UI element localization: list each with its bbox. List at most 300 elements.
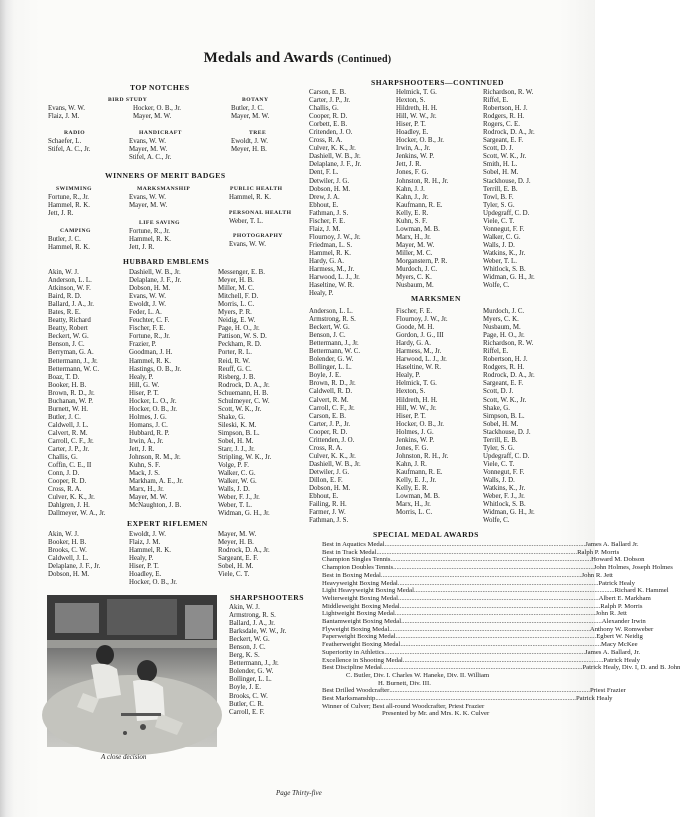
name-entry: Healy, P. [129,555,154,563]
name-entry: Mayer, M. W. [129,494,168,502]
name-entry: Detwiler, J. G. [309,177,350,185]
name-entry: Evans, W. W. [129,293,166,301]
special-awards-header: SPECIAL MEDAL AWARDS [373,530,479,539]
name-entry: Culver, K. K., Jr. [48,494,95,502]
name-entry: Kuhn, S. F. [396,217,428,225]
name-entry: Stifel, A. C., Jr. [129,154,172,162]
name-entry: Evans, W. W. [129,194,166,201]
leader-dots: ........................................................................................................................ [402,656,604,664]
name-entry: Fischer, F. E. [309,217,346,225]
name-entry: Fortune, R., Jr. [48,194,89,201]
name-entry: Butler, J. C. [48,413,81,421]
name-entry: Schaefer, L. [48,138,82,145]
name-entry: Hiser, P. T. [129,563,159,571]
name-entry: Schulmeyer, C. W. [218,397,270,405]
name-entry: Bolender, G. W. [309,356,354,364]
name-entry: Dobson, H. M. [309,485,351,493]
name-entry: Mack, J. S. [129,470,160,478]
hubbard-names-col2 [129,269,183,510]
award-line [322,641,638,649]
name-entry: Benson, J. C. [309,332,346,340]
name-entry: Page, H. O., Jr. [483,332,525,340]
name-entry: Hill, W. W., Jr. [396,404,437,412]
leader-dots: ........................................................................................................................ [401,618,602,626]
name-entry: Rodrock, D. A., Jr. [483,129,535,137]
name-entry: Sobel, H. M. [218,563,254,571]
name-entry: Weber, T. L. [229,218,263,225]
photo-illustration [47,595,217,747]
award-winner: Patrick Healy [598,579,635,587]
name-entry: Mayer, M. W. [133,113,172,121]
name-entry: Kahn, J. R. [396,460,427,468]
name-entry: Goode, M. H. [396,324,435,332]
name-entry: Boyle, J. E. [309,372,341,380]
name-entry: Sobel, H. M. [483,169,519,177]
name-entry: Healy, P. [309,290,334,298]
award-line [322,618,646,626]
name-entry: Caldwell, R. D. [309,388,353,396]
name-entry: Miller, M. C. [396,249,433,257]
handicraft-label: HANDICRAFT [139,130,182,136]
name-entry: Conn, J. D. [48,470,80,478]
name-entry: Sargeant, E. F. [483,137,524,145]
name-entry: Dent, F. L. [309,169,339,177]
name-entry: Frazier, P. [129,341,157,349]
name-entry: Baird, R. D. [48,293,82,301]
name-entry: Weber, F. J., Jr. [483,493,525,501]
name-entry: Fathman, J. S. [309,517,349,525]
name-entry: Terrill, E. B. [483,185,518,193]
personal-health-label: PERSONAL HEALTH [229,210,292,216]
name-entry: Rodrock, D. A., Jr. [483,372,535,380]
name-entry: Pattison, W. S. D. [218,333,267,341]
name-entry: Kelly, E. R. [396,485,429,493]
name-entry: Carter, J. P., Jr. [309,420,351,428]
award-title: Champion Singles Tennis [322,556,391,564]
name-entry: Shake, G. [483,404,510,412]
name-entry: Bolender, G. W. [229,668,274,676]
name-entry: Ballard, J. A., Jr. [229,620,275,628]
name-entry: Brooks, C. W. [48,547,87,555]
award-title: Flyweight Boxing Medal [322,625,390,633]
photo-caption: A close decision [101,753,147,761]
name-entry: Scott, W. K., Jr. [218,405,262,413]
sharpshooters-names-col2 [396,89,448,290]
name-entry: Delaplane, J. F., Jr. [48,563,101,571]
name-entry: Rodgers, R. H. [483,113,525,121]
name-entry: Booker, H. B. [48,539,87,547]
name-entry: Atkinson, W. F. [48,285,91,293]
name-entry: Myers, C. K. [396,274,432,282]
name-entry: Mayer, M. W. [129,146,168,154]
name-entry: Dobson, H. M. [309,185,351,193]
name-entry: Stackhouse, D. J. [483,177,531,185]
name-entry: Kelly, E. J., Jr. [396,476,437,484]
award-winner: Anthony W. Romweber [589,625,654,633]
name-entry: Akin, W. J. [48,269,79,276]
name-entry: Nusbaum, M. [483,324,521,332]
name-entry: Hardy, G. A. [309,257,344,265]
name-entry: Akin, W. J. [48,531,79,538]
name-entry: Miller, M. C. [218,285,255,293]
life-saving-names [129,228,171,252]
name-entry: Bettermann, J., Jr. [229,660,279,668]
name-entry: Feuchter, C. F. [129,317,170,325]
leader-dots: ........................................................................................................................ [389,625,590,633]
name-entry: Widman, G. H., Jr. [218,510,270,518]
name-entry: Mayer, M. W. [231,113,270,121]
special-awards-list [322,541,680,718]
name-entry: Evans, W. W. [129,138,166,145]
name-entry: Meyer, H. B. [218,539,254,547]
name-entry: Hammel, R. K. [129,357,171,365]
name-entry: Terrill, E. B. [483,436,518,444]
name-entry: Burnett, W. H. [48,405,89,413]
name-entry: Butler, J. C. [48,236,81,243]
name-entry: Jett, J. R. [129,244,155,252]
name-entry: Weber, F. J., Jr. [218,494,260,502]
name-entry: Weber, T. L. [483,257,517,265]
name-entry: Hocker, O. B., Jr. [396,420,444,428]
name-entry: Ewoldt, J. W. [231,138,268,145]
award-text-line: C. Butler, Div. I. Charles W. Haneke, Div. II. William [346,671,490,679]
name-entry: Fischer, F. E. [129,325,166,333]
award-winner: Macy McKee [601,641,638,649]
name-entry: Johnston, R. H., Jr. [396,177,449,185]
page-title-text: Medals and Awards [203,50,334,66]
expert-riflemen-header: EXPERT RIFLEMEN [127,519,208,528]
name-entry: Caldwell, J. L. [48,421,89,429]
name-entry: Hammel, R. K. [129,547,171,555]
name-entry: Jones, F. G. [396,169,429,177]
personal-health-names [229,218,263,226]
name-entry: Vonnegut, F. F. [483,468,525,476]
award-winner: Patrick Healy [603,656,641,664]
name-entry: Mayer, M. W. [396,241,435,249]
award-winner: John R. Jett [595,610,627,618]
name-entry: Fortune, R., Jr. [129,228,170,235]
name-entry: Hiser, P. T. [396,412,426,420]
name-entry: Berg, K. S. [229,652,260,660]
name-entry: Flaiz, J. M. [309,225,341,233]
leader-dots: ........................................................................................................................ [393,564,594,572]
name-entry: Detwiler, J. G. [309,468,350,476]
name-entry: Volge, P. F. [218,462,249,470]
expert-names-col1 [48,531,100,579]
camping-names [48,236,90,252]
name-entry: Marx, H., Jr. [396,233,431,241]
award-line [322,656,641,665]
name-entry: Anderson, L. L. [48,277,92,285]
name-entry: Jett, J. R. [396,161,422,169]
name-entry: Beatty, Robert [48,325,88,333]
life-saving-label: LIFE SAVING [139,220,180,226]
award-title: Lightweight Boxing Medal [322,610,395,618]
name-entry: Harmess, M., Jr. [309,266,355,274]
name-entry: Beckert, W. G. [48,333,89,341]
name-entry: Scott, D. J. [483,388,514,396]
name-entry: Simpson, B. L. [218,429,260,437]
name-entry: Hammel, R. K. [309,249,351,257]
name-entry: Jenkins, W. P. [396,153,435,161]
name-entry: Walls, J. D. [218,486,250,494]
name-entry: Calvert, R. M. [309,396,349,404]
leader-dots: ........................................................................................................................ [376,548,578,556]
name-entry: Buchanan, W. P. [48,397,93,405]
name-entry: Jett, J. R. [48,210,74,218]
name-entry: Updegraff, C. D. [483,452,530,460]
name-entry: Mayer, M. W. [218,531,257,538]
page-title [0,50,595,67]
award-winner: John R. Jett [581,571,613,579]
sharpshooters-continued-header: SHARPSHOOTERS—CONTINUED [371,78,505,87]
name-entry: Beckert, W. G. [309,324,350,332]
name-entry: Lowman, M. B. [396,493,440,501]
name-entry: Benson, J. C. [48,341,85,349]
award-title: Excellence in Shooting Medal [322,656,403,664]
merit-badges-header: WINNERS OF MERIT BADGES [105,171,226,180]
name-entry: Bates, R. E. [48,309,81,317]
award-winner: Ralph P. Morris [600,602,643,610]
leader-dots: ........................................................................................................................ [400,641,602,649]
sharpshooters-names-col1 [309,89,361,298]
name-entry: Peckham, R. D. [218,341,262,349]
name-entry: Carson, E. B. [309,89,346,96]
name-entry: Robertson, H. J. [483,356,528,364]
name-entry: Jones, F. G. [396,444,429,452]
name-entry: Homans, J. C. [129,421,168,429]
name-entry: Haseltine, W. R. [396,364,441,372]
name-entry: Marx, H., Jr. [396,501,431,509]
name-entry: Kaufmann, R. E. [396,468,443,476]
name-entry: Hocker, O. B., Jr. [129,405,177,413]
name-entry: Hill, G. W. [129,381,160,389]
name-entry: Carter, J. P., Jr. [48,446,90,454]
name-entry: Anderson, L. L. [309,308,353,315]
name-entry: Rodgers, R. H. [483,364,525,372]
marksmanship-names [129,194,167,210]
name-entry: Walker, C. G. [218,470,256,478]
name-entry: Delaplane, J. F., Jr. [309,161,362,169]
award-title: Best in Boxing Medal [322,571,381,579]
name-entry: Barksdale, W. W., Jr. [229,628,287,636]
name-entry: Evans, W. W. [229,241,266,248]
award-winner: Priest Frazier [589,687,626,695]
name-entry: McNaughton, J. B. [129,502,182,510]
name-entry: Nusbaum, M. [396,282,434,290]
name-entry: Hill, W. W., Jr. [396,113,437,121]
bird-study-names-col1 [48,105,85,121]
name-entry: Walls, J. D. [483,476,515,484]
name-entry: Wolfe, C. [483,517,510,525]
name-entry: Hocker, O. B., Jr. [396,137,444,145]
leader-dots: ........................................................................................................................ [389,687,590,695]
award-winner: James A. Ballard, Jr. [585,648,641,656]
name-entry: Weber, T. L. [218,502,252,510]
name-entry: Friedman, L. S. [309,241,353,249]
name-entry: Rodrock, D. A., Jr. [218,381,270,389]
name-entry: Brooks, C. W. [229,692,268,700]
name-entry: Lowman, M. B. [396,225,440,233]
award-line [322,610,627,618]
name-entry: Carroll, C. F., Jr. [48,437,94,445]
name-entry: Robertson, H. J. [483,105,528,113]
name-entry: Beatty, Richard [48,317,91,325]
award-title: Best Drilled Woodcrafter [322,687,390,695]
name-entry: Boaz, T. D. [48,373,80,381]
name-entry: Brown, R. D., Jr. [48,389,95,397]
name-entry: Harwood, L. J., Jr. [309,274,360,282]
name-entry: Sobel, H. M. [483,420,519,428]
name-entry: Crittenden, J. O. [309,436,355,444]
name-entry: Bollinger, L. L. [229,676,272,684]
award-winner: Albert E. Markham [598,594,651,602]
name-entry: Flournoy, J. W., Jr. [309,233,361,241]
name-entry: Ballard, J. A., Jr. [48,301,94,309]
name-entry: Meyer, H. B. [231,146,267,154]
name-entry: Rodrock, D. A., Jr. [218,547,270,555]
hubbard-emblems-header: HUBBARD EMBLEMS [123,257,210,266]
name-entry: Gordon, J. G., III [396,332,444,340]
name-entry: Widman, G. H., Jr. [483,274,535,282]
name-entry: Hildreth, H. H. [396,105,438,113]
sharpshooters-header: SHARPSHOOTERS [230,593,305,602]
name-entry: Viele, C. T. [483,217,515,225]
name-entry: Murdoch, J. C. [483,308,525,315]
name-entry: Vonnegut, F. F. [483,225,525,233]
name-entry: Dillon, E. F. [309,476,343,484]
leader-dots: ........................................................................................................................ [380,571,582,579]
name-entry: Goodman, J. H. [129,349,173,357]
award-title: Middleweight Boxing Medal [322,602,400,610]
award-title: Paperweight Boxing Medal [322,633,396,641]
award-title: Heavyweight Boxing Medal [322,579,398,587]
award-title: Featherweight Boxing Medal [322,641,401,649]
name-entry: Coffin, C. E., II [48,462,92,470]
name-entry: Kahn, J., Jr. [396,193,429,201]
public-health-label: PUBLIC HEALTH [230,186,283,192]
swimming-names [48,194,90,218]
name-entry: Challis, G. [48,454,78,462]
name-entry: Watkins, K., Jr. [483,485,526,493]
radio-label: RADIO [64,130,86,136]
name-entry: Irwin, A., Jr. [129,437,164,445]
award-winner: Patrick Healy [575,695,613,703]
name-entry: Kahn, J. J. [396,185,425,193]
name-entry: Richardson, R. W. [483,89,534,96]
name-entry: Haseltine, W. R. [309,282,354,290]
name-entry: Meyer, H. B. [218,277,254,285]
name-entry: Culver, K. K., Jr. [309,452,356,460]
award-line [322,594,651,603]
award-line [322,687,626,695]
award-title: Best in Aquatics Medal [322,541,385,548]
name-entry: Viele, C. T. [218,571,250,579]
name-entry: Starr, J. J., Jr. [218,446,255,454]
name-entry: Stripling, W. K., Jr. [218,454,272,462]
photo-close-decision [47,595,217,747]
leader-dots: ........................................................................................................................ [375,695,576,703]
name-entry: Walls, J. D. [483,241,515,249]
handicraft-names [129,138,172,162]
hubbard-names-col1 [48,269,106,518]
leader-dots: ........................................................................................................................ [413,587,615,595]
name-entry: Hardy, G. A. [396,340,431,348]
award-title: Superiority in Athletics [322,648,385,656]
name-entry: Sobel, H. M. [218,437,254,445]
name-entry: Fischer, F. E. [396,308,433,315]
name-entry: Hammel, R. K. [48,202,90,210]
name-entry: Stifel, A. C., Jr. [48,146,91,154]
camping-label: CAMPING [60,228,91,234]
name-entry: Carter, J. P., Jr. [309,97,351,105]
radio-names [48,138,91,154]
name-entry: Towl, B. F. [483,193,514,201]
award-line [322,571,613,580]
name-entry: Scott, W. K., Jr. [483,153,527,161]
name-entry: Akin, W. J. [229,604,260,611]
botany-names [231,105,269,121]
name-entry: Harwood, L. J., Jr. [396,356,447,364]
bird-study-label: BIRD STUDY [108,97,148,103]
marksmen-names-col1 [309,308,361,525]
name-entry: Cooper, R. D. [309,428,348,436]
page-footer: Page Thirty-five [276,789,322,797]
leader-dots: ........................................................................................................................ [397,579,599,587]
photography-label: PHOTOGRAPHY [233,233,283,239]
name-entry: Scott, W. K., Jr. [483,396,527,404]
name-entry: Bollinger, L. L. [309,364,352,372]
name-entry: Whitlock, S. B. [483,501,526,509]
award-text-line: Winner of Culver; Best all-round Woodcrafter, Priest Frazier [322,702,485,710]
name-entry: Jenkins, W. P. [396,436,435,444]
name-entry: Holmes, J. G. [129,413,167,421]
name-entry: Rogers, C. E. [483,121,520,129]
name-entry: Updegraff, C. D. [483,209,530,217]
name-entry: Myers, C. K. [483,316,519,324]
name-entry: Walker, W. G. [218,478,257,486]
name-entry: Tyler, S. G. [483,201,515,209]
swimming-label: SWIMMING [56,186,93,192]
name-entry: Fortune, R., Jr. [129,333,170,341]
expert-names-col2 [129,531,177,587]
name-entry: Butler, J. C. [231,105,264,112]
name-entry: Whitlock, S. B. [483,266,526,274]
name-entry: Culver, K. K., Jr. [309,145,356,153]
name-entry: Risberg, J. B. [218,373,256,381]
award-line [322,602,643,611]
name-entry: Carson, E. B. [309,412,346,420]
page-title-suffix: (Continued) [337,54,392,65]
marksmen-header: MARKSMEN [411,294,461,303]
name-entry: Flaiz, J. M. [48,113,80,121]
top-notches-header: TOP NOTCHES [130,83,190,92]
award-line [322,587,669,595]
tree-label: TREE [249,130,267,136]
name-entry: Ebhout, E. [309,493,339,501]
name-entry: Mitchell, F. D. [218,293,259,301]
award-title: Bantamweight Boxing Medal [322,618,402,626]
name-entry: Cross, R. A. [309,137,343,145]
name-entry: Scott, D. J. [483,145,514,153]
name-entry: Schuemann, H. B. [218,389,269,397]
name-entry: Morris, L. C. [396,509,433,517]
name-entry: Hexton, S. [396,97,426,105]
name-entry: Calvert, R. M. [48,429,88,437]
name-entry: Farmer, J. W. [309,509,346,517]
name-entry: Hammel, R. K. [229,194,271,201]
sharpshooters-names-col3 [483,89,535,290]
